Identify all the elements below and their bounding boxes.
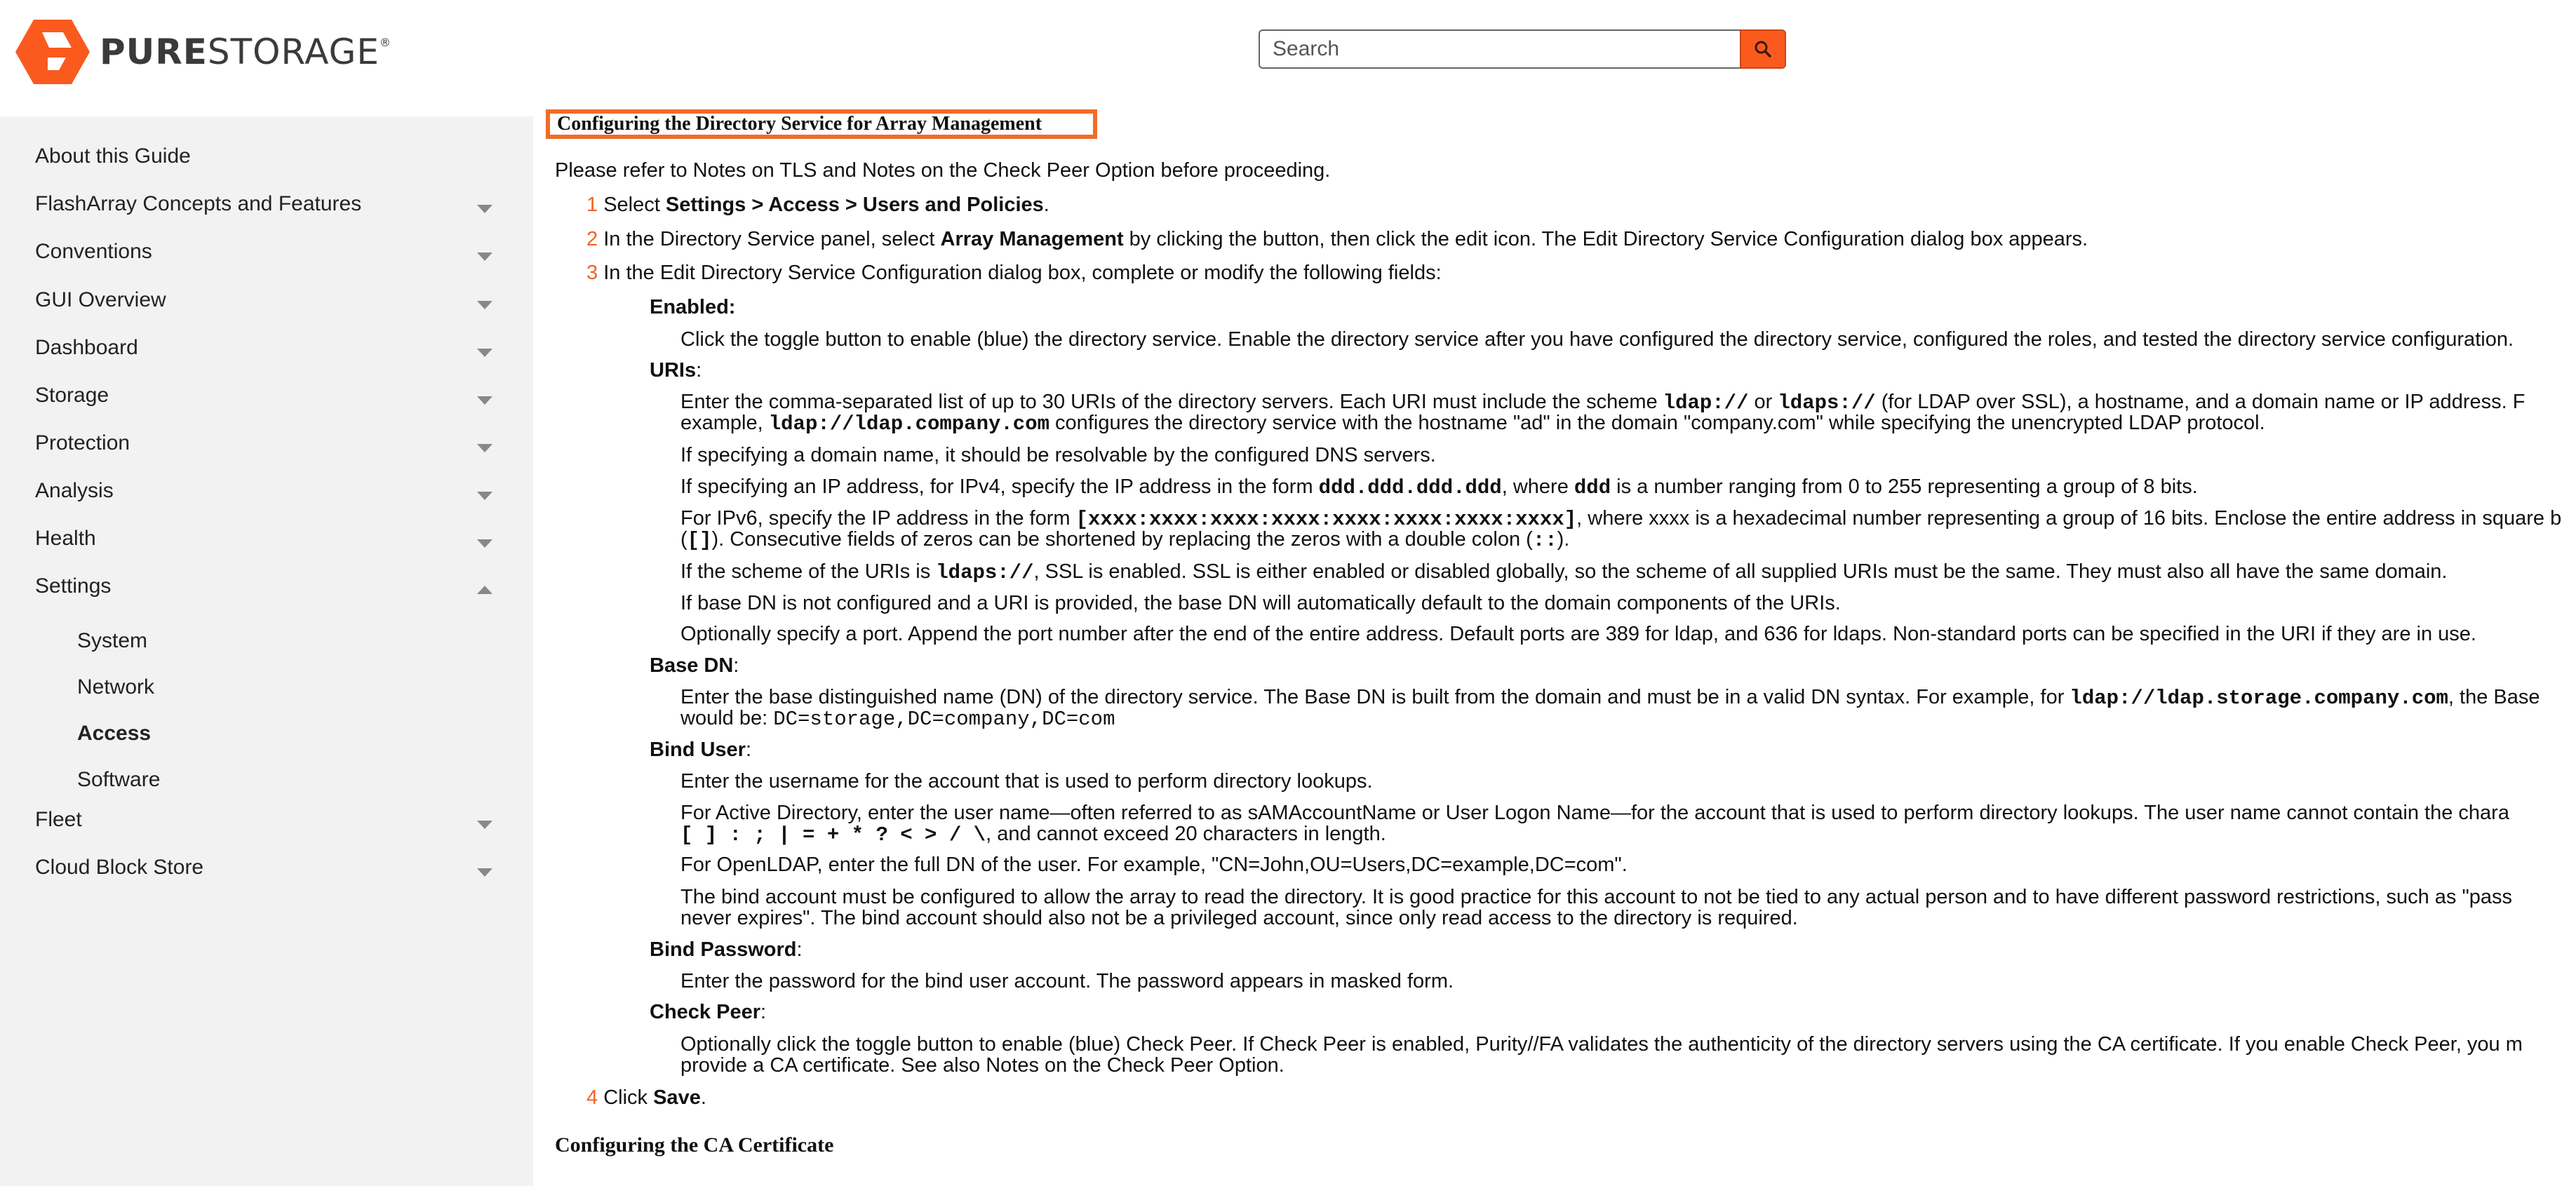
chevron-down-icon[interactable] xyxy=(477,868,492,877)
brand-name xyxy=(100,32,391,72)
step-text: Select xyxy=(603,194,666,216)
brand-name-light: STORAGE xyxy=(207,32,380,72)
uris-paragraph-5 xyxy=(680,561,2448,584)
uris-paragraph-1 xyxy=(680,391,2525,414)
code-ldap: ldap:// xyxy=(1663,391,1749,415)
code-ldaps: ldaps:// xyxy=(1778,391,1876,415)
sidebar-item-dashboard[interactable]: Dashboard xyxy=(35,336,138,359)
text: If specifying an IP address, for IPv4, specify the IP address in the form xyxy=(680,476,1319,498)
step-text: . xyxy=(1043,194,1049,216)
step-number: 4 xyxy=(586,1086,598,1109)
uris-paragraph-1-cont xyxy=(680,412,2265,435)
section-heading-ca-certificate: Configuring the CA Certificate xyxy=(555,1133,834,1157)
step-text: . xyxy=(700,1086,706,1109)
binduser-paragraph-2-cont xyxy=(680,823,1386,846)
label-colon: : xyxy=(796,938,803,961)
text: (for LDAP over SSL), a hostname, and a domain name or IP address. F xyxy=(1875,391,2525,413)
pure-storage-logo-icon xyxy=(15,20,90,84)
field-label-text: Bind User xyxy=(650,739,746,761)
sidebar-item-fleet[interactable]: Fleet xyxy=(35,808,82,831)
section-heading-highlighted: Configuring the Directory Service for Array Management xyxy=(546,109,1097,139)
chevron-down-icon[interactable] xyxy=(477,821,492,829)
text: , where xyxy=(1501,476,1574,498)
field-label-base-dn xyxy=(650,655,739,676)
field-label-text: Base DN xyxy=(650,654,734,677)
field-label-check-peer xyxy=(650,1002,766,1023)
text: , the Base xyxy=(2448,686,2540,708)
chevron-down-icon[interactable] xyxy=(477,539,492,548)
uris-paragraph-2: If specifying a domain name, it should be resolvable by the configured DNS servers. xyxy=(680,444,1436,466)
step-text: In the Directory Service panel, select xyxy=(603,228,941,250)
text: configures the directory service with the hostname "ad" in the domain "company.com" while specifying the unencrypted LDAP protocol. xyxy=(1049,412,2265,434)
field-label-enabled: Enabled: xyxy=(650,296,736,318)
binduser-paragraph-4: The bind account must be configured to allow the array to read the directory. It is good practice for this account to not be tied to any actual person and to have different password restrictions, such as "pass xyxy=(680,886,2513,908)
step-text: Click xyxy=(603,1086,654,1109)
code-example-uri: ldap://ldap.company.com xyxy=(768,412,1049,436)
text: would be: xyxy=(680,707,774,729)
code-ipv4: ddd.ddd.ddd.ddd xyxy=(1318,476,1502,499)
sidebar-item-storage[interactable]: Storage xyxy=(35,384,109,407)
uris-paragraph-6: If base DN is not configured and a URI is provided, the base DN will automatically default to the domain components of the URIs. xyxy=(680,592,1841,614)
chevron-down-icon[interactable] xyxy=(477,396,492,405)
sidebar-item-settings[interactable]: Settings xyxy=(35,574,112,598)
text: ). Consecutive fields of zeros can be shortened by replacing the zeros with a double colon ( xyxy=(711,528,1533,551)
field-label-bind-user xyxy=(650,739,751,760)
step-2 xyxy=(586,229,2088,250)
code-forbidden-chars: [ ] : ; | = + * ? < > / \ xyxy=(680,823,986,847)
sidebar-item-health[interactable]: Health xyxy=(35,527,96,550)
text: or xyxy=(1748,391,1778,413)
field-label-bind-password xyxy=(650,939,803,960)
sidebar-item-gui-overview[interactable]: GUI Overview xyxy=(35,288,166,311)
sidebar xyxy=(0,116,533,1186)
field-label-uris xyxy=(650,360,702,381)
text: ). xyxy=(1557,528,1570,551)
bindpw-paragraph-1: Enter the password for the bind user account. The password appears in masked form. xyxy=(680,970,1454,992)
code-double-colon: :: xyxy=(1532,529,1557,552)
emphasis-text: Save xyxy=(653,1086,701,1109)
chevron-down-icon[interactable] xyxy=(477,301,492,309)
basedn-paragraph-1-cont xyxy=(680,708,1115,730)
code-example-uri: ldap://ldap.storage.company.com xyxy=(2069,687,2448,710)
code-ipv6: [xxxx:xxxx:xxxx:xxxx:xxxx:xxxx:xxxx:xxxx] xyxy=(1075,508,1577,531)
chevron-down-icon[interactable] xyxy=(477,444,492,452)
chevron-up-icon[interactable] xyxy=(477,586,492,594)
step-number: 2 xyxy=(586,228,598,250)
pure-storage-logo[interactable] xyxy=(15,20,391,84)
label-colon: : xyxy=(760,1001,767,1023)
chevron-down-icon[interactable] xyxy=(477,349,492,357)
text: ( xyxy=(680,528,687,551)
sidebar-item-protection[interactable]: Protection xyxy=(35,431,130,454)
checkpeer-paragraph-1: Optionally click the toggle button to enable (blue) Check Peer. If Check Peer is enabled, Purity//FA validates the authenticity of the directory servers using the CA certificate. If you enable Check Peer, you m xyxy=(680,1033,2523,1056)
registered-mark: ® xyxy=(379,36,391,49)
code-dn: DC=storage,DC=company,DC=com xyxy=(773,708,1115,731)
text: , where xxxx is a hexadecimal number representing a group of 16 bits. Enclose the entire address in square b xyxy=(1576,507,2562,530)
checkpeer-paragraph-1-cont: provide a CA certificate. See also Notes on the Check Peer Option. xyxy=(680,1054,1284,1077)
sidebar-subitem-software[interactable]: Software xyxy=(77,768,161,791)
text: is a number ranging from 0 to 255 representing a group of 8 bits. xyxy=(1611,476,2198,498)
emphasis-text: Array Management xyxy=(940,228,1124,250)
label-colon: : xyxy=(733,654,739,677)
field-desc-enabled: Click the toggle button to enable (blue) the directory service. Enable the directory service after you have configured the directory service, configured the roles, and tested the directory service configuration. xyxy=(680,328,2514,351)
sidebar-item-analysis[interactable]: Analysis xyxy=(35,479,114,502)
sidebar-subitem-system[interactable]: System xyxy=(77,629,148,652)
text: Enter the comma-separated list of up to 30 URIs of the directory servers. Each URI must include the scheme xyxy=(680,391,1663,413)
chevron-down-icon[interactable] xyxy=(477,252,492,261)
sidebar-item-about[interactable]: About this Guide xyxy=(35,144,191,168)
text: , SSL is enabled. SSL is either enabled or disabled globally, so the scheme of all supplied URIs must be the same. They must also all have the same domain. xyxy=(1033,560,2448,583)
step-text: by clicking the button, then click the edit icon. The Edit Directory Service Configuration dialog box appears. xyxy=(1123,228,2088,250)
field-label-text: Check Peer xyxy=(650,1001,760,1023)
text: example, xyxy=(680,412,769,434)
binduser-paragraph-2: For Active Directory, enter the user name—often referred to as sAMAccountName or User Logon Name—for the account that is used to perform directory lookups. The user name cannot contain the chara xyxy=(680,802,2509,824)
uris-paragraph-7: Optionally specify a port. Append the port number after the end of the entire address. Default ports are 389 for ldap, and 636 for ldaps. Non-standard ports can be specified in the URI if they are in use. xyxy=(680,623,2476,645)
chevron-down-icon[interactable] xyxy=(477,205,492,213)
menu-path: Settings > Access > Users and Policies xyxy=(665,194,1044,216)
uris-paragraph-3 xyxy=(680,476,2198,499)
text: If the scheme of the URIs is xyxy=(680,560,937,583)
intro-text: Please refer to Notes on TLS and Notes on the Check Peer Option before proceeding. xyxy=(555,159,1331,182)
code-ddd: ddd xyxy=(1574,476,1611,499)
text: For IPv6, specify the IP address in the form xyxy=(680,507,1076,530)
binduser-paragraph-1: Enter the username for the account that is used to perform directory lookups. xyxy=(680,770,1373,793)
step-4 xyxy=(586,1087,706,1108)
text: , and cannot exceed 20 characters in length. xyxy=(986,823,1386,845)
sidebar-item-conventions[interactable]: Conventions xyxy=(35,240,152,263)
label-colon: : xyxy=(745,739,752,761)
sidebar-item-cloud-block-store[interactable]: Cloud Block Store xyxy=(35,856,204,879)
label-colon: : xyxy=(696,359,702,382)
sidebar-subitem-access[interactable]: Access xyxy=(77,722,152,745)
code-ldaps: ldaps:// xyxy=(936,561,1034,584)
sidebar-item-flasharray-concepts[interactable]: FlashArray Concepts and Features xyxy=(35,192,362,215)
step-1 xyxy=(586,194,1049,215)
binduser-paragraph-4-cont: never expires". The bind account should also not be a privileged account, since only read access to the directory is required. xyxy=(680,907,1798,929)
step-3 xyxy=(586,262,1442,283)
chevron-down-icon[interactable] xyxy=(477,492,492,500)
basedn-paragraph-1 xyxy=(680,687,2540,709)
text: Enter the base distinguished name (DN) of the directory service. The Base DN is built from the domain and must be in a valid DN syntax. For example, for xyxy=(680,686,2070,708)
uris-paragraph-4 xyxy=(680,508,2561,530)
step-number: 3 xyxy=(586,262,598,284)
binduser-paragraph-3: For OpenLDAP, enter the full DN of the user. For example, "CN=John,OU=Users,DC=example,DC=com". xyxy=(680,854,1628,876)
code-brackets: [] xyxy=(687,529,712,552)
brand-name-bold: PURE xyxy=(100,32,208,72)
sidebar-subitem-network[interactable]: Network xyxy=(77,675,155,699)
step-text: In the Edit Directory Service Configuration dialog box, complete or modify the following fields: xyxy=(603,262,1442,284)
step-number: 1 xyxy=(586,194,598,216)
uris-paragraph-4-cont xyxy=(680,529,1569,551)
main-content xyxy=(540,0,2576,1186)
field-label-text: URIs xyxy=(650,359,697,382)
field-label-text: Bind Password xyxy=(650,938,797,961)
